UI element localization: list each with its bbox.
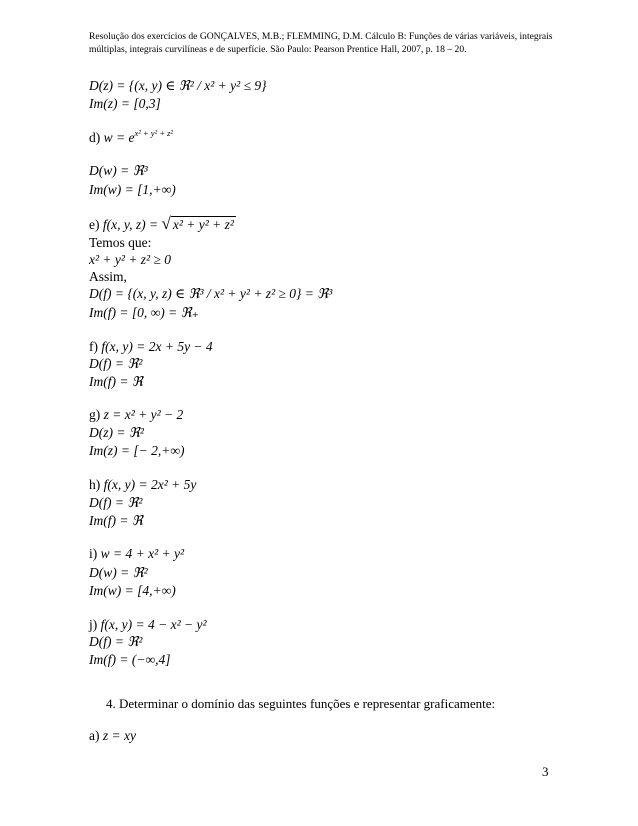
i-func: w = 4 + x² + y² <box>100 546 185 561</box>
f-func: f(x, y) = 2x + 5y − 4 <box>101 339 213 354</box>
i-function <box>89 546 184 562</box>
d-exponent: x² + y² + z² <box>134 128 173 138</box>
e-temos: Temos que: <box>89 235 152 250</box>
e-domain: D(f) = {(x, y, z) ∈ ℜ³ / x² + y² + z² ≥ 0} = ℜ³ <box>89 286 333 301</box>
sqrt-symbol: √ x² + y² + z² <box>161 214 234 233</box>
f-function <box>89 339 213 355</box>
h-domain: D(f) = ℜ² <box>89 495 143 510</box>
j-domain: D(f) = ℜ² <box>89 634 143 649</box>
e-assim: Assim, <box>89 269 127 284</box>
i-domain: D(w) = ℜ² <box>89 565 148 580</box>
e-function <box>89 216 236 233</box>
section-4-a <box>89 728 136 744</box>
f-label: f) <box>89 339 98 354</box>
j-image: Im(f) = (−∞,4] <box>89 652 171 667</box>
c-image: Im(z) = [0,3] <box>89 96 161 111</box>
section-4-heading: 4. Determinar o domínio das seguintes funções e representar graficamente: <box>106 696 496 711</box>
e-image: Im(f) = [0, ∞) = ℜ₊ <box>89 305 199 320</box>
i-image: Im(w) = [4,+∞) <box>89 583 176 598</box>
g-domain: D(z) = ℜ² <box>89 425 144 440</box>
g-label: g) <box>89 407 101 422</box>
e-func-left: f(x, y, z) = <box>102 217 159 232</box>
g-function <box>89 407 183 423</box>
d-domain: D(w) = ℜ³ <box>89 163 148 178</box>
a-func: z = xy <box>102 728 136 743</box>
j-func: f(x, y) = 4 − x² − y² <box>100 617 207 632</box>
page-number: 3 <box>542 764 549 779</box>
i-label: i) <box>89 546 98 561</box>
e-inequality: x² + y² + z² ≥ 0 <box>89 252 172 267</box>
h-image: Im(f) = ℜ <box>89 513 143 528</box>
a-label: a) <box>89 728 100 743</box>
header-line-1: Resolução dos exercícios de GONÇALVES, M.B.; FLEMMING, D.M. Cálculo B: Funções de várias variáveis, integrais <box>89 31 553 42</box>
g-func: z = x² + y² − 2 <box>103 407 184 422</box>
j-label: j) <box>89 617 98 632</box>
c-domain: D(z) = {(x, y) ∈ ℜ² / x² + y² ≤ 9} <box>89 78 267 93</box>
e-radicand: x² + y² + z² <box>172 217 234 232</box>
f-domain: D(f) = ℜ² <box>89 356 143 371</box>
d-label: d) <box>89 130 101 145</box>
j-function <box>89 617 207 633</box>
d-func: w = e <box>103 130 135 145</box>
d-function <box>89 130 173 147</box>
h-func: f(x, y) = 2x² + 5y <box>103 477 197 492</box>
page-header <box>89 30 559 56</box>
e-label: e) <box>89 217 100 232</box>
header-line-2: múltiplas, integrais curvilíneas e de superfície. São Paulo: Pearson Prentice Hall, 2007, p. 18 – 20. <box>89 44 467 55</box>
g-image: Im(z) = [− 2,+∞) <box>89 443 185 458</box>
f-image: Im(f) = ℜ <box>89 374 143 389</box>
h-function <box>89 477 196 493</box>
h-label: h) <box>89 477 101 492</box>
d-image: Im(w) = [1,+∞) <box>89 182 176 197</box>
